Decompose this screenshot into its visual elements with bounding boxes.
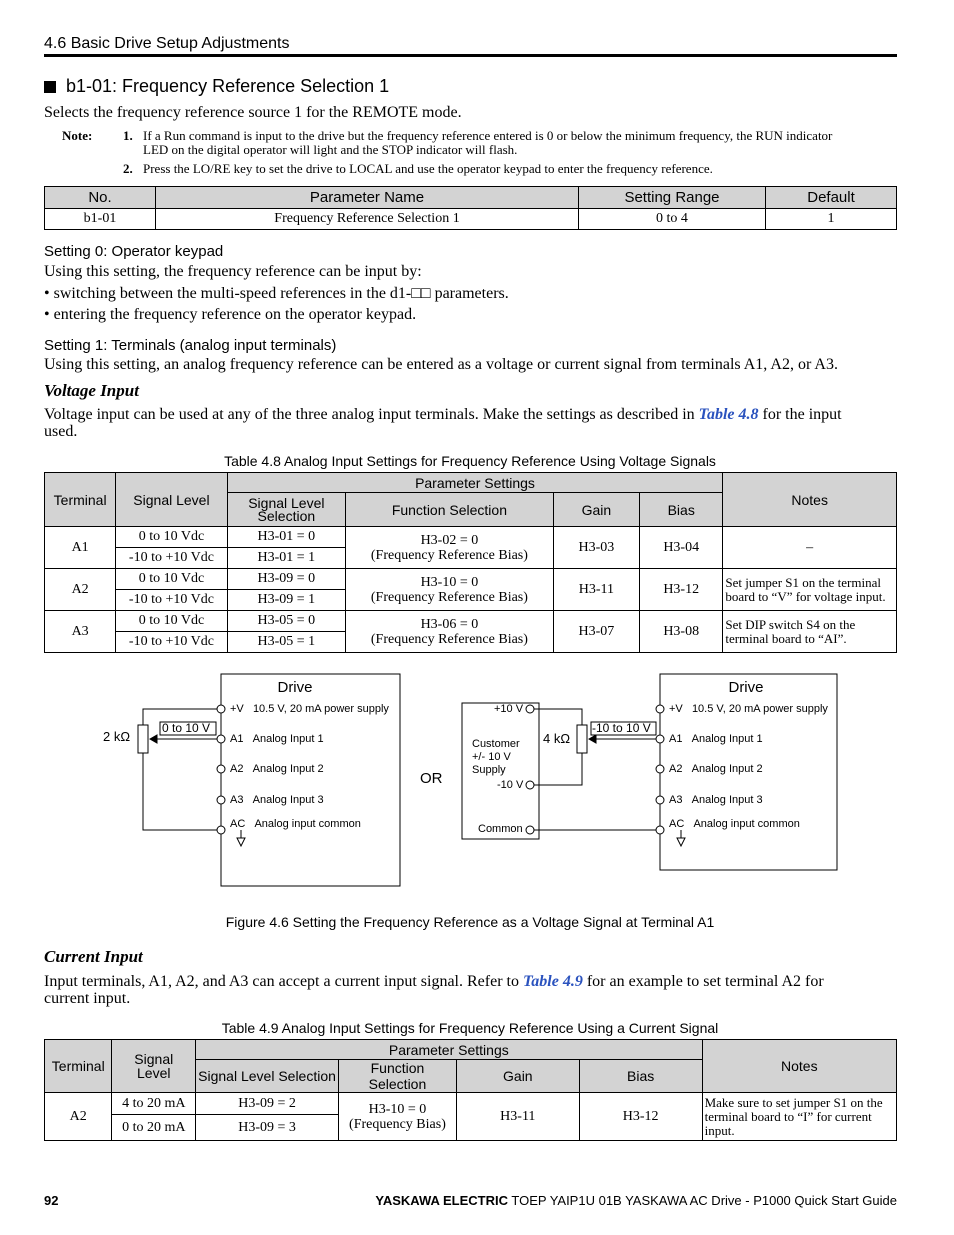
table-4-9-link[interactable]: Table 4.9 [522,973,583,990]
note-1-num: 1. [123,128,133,143]
supply-desc [472,738,520,777]
note-1-line1: If a Run command is input to the drive but the frequency reference entered is 0 or below the minimum frequency, the RUN indicator [143,128,833,143]
t48-h-func: Function Selection [346,493,554,527]
t48-signal: -10 to +10 Vdc [116,632,227,653]
left-term-a1 [217,735,225,743]
t49-h-terminal: Terminal [45,1040,112,1093]
right-term-v-label [669,703,828,715]
t49-signal: 0 to 20 mA [112,1115,196,1141]
t48-bias: H3-04 [640,527,723,569]
right-range-label: -10 to 10 V [592,721,651,735]
t48-bias: H3-12 [640,569,723,611]
supply-neg-label: -10 V [497,779,524,791]
note-2-line1: Press the LO/RE key to set the drive to LOCAL and use the operator keypad to enter the frequency reference. [143,161,713,176]
t48-h-params: Parameter Settings [227,473,723,493]
t48-h-signal: Signal Level [116,473,227,527]
table-4-8-link[interactable]: Table 4.8 [698,406,759,423]
term-id: A3 [230,794,244,806]
supply-common-label: Common [478,823,523,835]
t49-terminal: A2 [45,1093,112,1141]
t49-notes [702,1093,896,1141]
t48-signal: 0 to 10 Vdc [116,569,227,590]
t49-h-sls: Signal Level Selection [196,1060,339,1093]
current-text-pre: Input terminals, A1, A2, and A3 can accept a current input signal. Refer to [44,973,523,990]
left-term-ac [217,826,225,834]
b101-intro: Selects the frequency reference source 1 for the REMOTE mode. [44,104,462,121]
t48-gain: H3-11 [553,569,639,611]
term-id: +V [669,703,683,715]
t49-sls: H3-09 = 2 [196,1093,339,1115]
cell-no: b1-01 [45,209,156,230]
col-param-name: Parameter Name [156,187,579,209]
t48-h-terminal: Terminal [45,473,116,527]
term-id: A3 [669,794,683,806]
t49-func-l1: H3-10 = 0 [368,1101,427,1117]
t48-terminal: A1 [45,527,116,569]
t48-signal: -10 to +10 Vdc [116,548,227,569]
footer-doc [375,1193,897,1208]
t49-h-gain: Gain [456,1060,579,1093]
setting0-title: Setting 0: Operator keypad [44,243,224,260]
t48-sls: H3-01 = 0 [227,527,345,548]
t48-notes-l1: Set DIP switch S4 on the [725,616,856,632]
t49-h-signal-l1: Signal [134,1051,174,1067]
footer-doc-title: TOEP YAIP1U 01B YASKAWA AC Drive - P1000 Quick Start Guide [508,1193,897,1208]
t48-func-l2: (Frequency Reference Bias) [370,589,528,605]
t49-notes-l1: Make sure to set jumper S1 on the [704,1094,883,1110]
t49-h-params: Parameter Settings [196,1040,703,1060]
t48-func-l1: H3-06 = 0 [420,616,479,632]
left-term-ac-label [230,818,361,830]
term-id: AC [230,818,246,830]
t48-gain: H3-07 [553,611,639,653]
figure-4-6-caption: Figure 4.6 Setting the Frequency Reference as a Voltage Signal at Terminal A1 [225,914,715,930]
col-no: No. [45,187,156,209]
supply-l2: +/- 10 V [472,751,511,763]
t48-terminal: A3 [45,611,116,653]
t48-h-bias: Bias [640,493,723,527]
t49-h-signal-l2: Level [137,1065,171,1081]
left-term-a3-label [230,794,324,806]
left-term-a2 [217,765,225,773]
term-id: +V [230,703,244,715]
t48-func-l1: H3-02 = 0 [420,532,479,548]
cell-param-name: Frequency Reference Selection 1 [156,209,579,230]
t48-sls: H3-01 = 1 [227,548,345,569]
cell-setting-range: 0 to 4 [579,209,766,230]
t48-notes-l1: Set jumper S1 on the terminal [725,574,881,590]
term-desc: Analog Input 3 [252,794,324,806]
t49-h-bias: Bias [579,1060,702,1093]
t48-terminal: A2 [45,569,116,611]
t49-gain: H3-11 [456,1093,579,1141]
term-desc: Analog Input 2 [252,763,324,775]
t49-notes-l2: terminal board to “I” for current [704,1108,872,1124]
section-header: 4.6 Basic Drive Setup Adjustments [44,35,290,52]
note-1-line2: LED on the digital operator will light and the STOP indicator will flash. [143,142,518,157]
t48-notes-l2: terminal board to “AI”. [725,630,847,646]
t48-sls: H3-05 = 1 [227,632,345,653]
term-id: A2 [669,763,683,775]
cell-default: 1 [766,209,897,230]
setting0-bullet1: • switching between the multi-speed references in the d1-□□ parameters. [44,285,509,302]
left-resistor-label: 2 kΩ [103,729,131,744]
t48-func-l2: (Frequency Reference Bias) [370,547,528,563]
or-label: OR [420,770,443,787]
term-desc: Analog Input 2 [691,763,763,775]
left-resistor [138,725,148,753]
footer-brand: YASKAWA ELECTRIC [375,1193,509,1208]
b101-heading-text: b1-01: Frequency Reference Selection 1 [66,76,390,96]
right-term-a1-label [669,733,763,745]
t48-notes-l2: board to “V” for voltage input. [725,588,886,604]
t49-h-signal [112,1040,196,1093]
term-desc: Analog Input 1 [252,733,324,745]
term-desc: Analog input common [254,818,361,830]
col-default: Default [766,187,897,209]
t49-h-notes: Notes [702,1040,896,1093]
current-text-line2: current input. [44,990,131,1007]
current-text-post: for an example to set terminal A2 for [582,973,824,990]
term-desc: 10.5 V, 20 mA power supply [252,703,389,715]
t49-sls: H3-09 = 3 [196,1115,339,1141]
page-number: 92 [44,1193,59,1208]
left-term-a2-label [230,763,324,775]
t48-notes-l1: – [806,539,814,555]
left-range-label: 0 to 10 V [162,721,211,735]
t48-signal: 0 to 10 Vdc [116,527,227,548]
voltage-text-pre: Voltage input can be used at any of the three analog input terminals. Make the settings as described in [44,406,699,423]
note-label: Note: [62,128,93,143]
t49-bias: H3-12 [579,1093,702,1141]
t48-h-notes: Notes [723,473,897,527]
col-setting-range: Setting Range [579,187,766,209]
supply-pos-label: +10 V [494,703,524,715]
current-input-text [44,973,897,991]
term-id: A1 [230,733,244,745]
term-desc: Analog Input 3 [691,794,763,806]
voltage-text-post: for the input [758,406,842,423]
term-id: A2 [230,763,244,775]
t48-signal: -10 to +10 Vdc [116,590,227,611]
t48-sls: H3-09 = 0 [227,569,345,590]
setting1-title: Setting 1: Terminals (analog input terminals) [44,337,337,354]
term-id: AC [669,818,685,830]
t48-func-l1: H3-10 = 0 [420,574,479,590]
setting1-text: Using this setting, an analog frequency reference can be entered as a voltage or current signal from terminals A1, A2, or A3. [44,356,838,373]
left-term-a1-label [230,733,324,745]
t49-signal: 4 to 20 mA [112,1093,196,1115]
t48-sls: H3-09 = 1 [227,590,345,611]
right-resistor-label: 4 kΩ [543,731,571,746]
right-resistor [577,725,587,753]
t48-h-sls: Signal Level Selection [227,493,345,527]
t49-notes-l3: input. [704,1122,735,1138]
t48-signal: 0 to 10 Vdc [116,611,227,632]
left-term-v [217,705,225,713]
right-term-a3-label [669,794,763,806]
setting0-text: Using this setting, the frequency reference can be input by: [44,263,422,280]
table-4-9-caption: Table 4.9 Analog Input Settings for Frequency Reference Using a Current Signal [221,1020,719,1036]
right-term-ac-label [669,818,800,830]
left-term-a3 [217,796,225,804]
t49-h-func: Function Selection [339,1060,457,1093]
t48-h-gain: Gain [553,493,639,527]
voltage-text-line2: used. [44,423,78,440]
supply-l3: Supply [472,764,506,776]
right-drive-label: Drive [728,679,764,696]
table-4-9 [44,1039,897,1141]
t49-func-l2: (Frequency Bias) [349,1116,446,1132]
left-drive-label: Drive [277,679,313,696]
current-input-title: Current Input [44,947,143,966]
term-desc: 10.5 V, 20 mA power supply [691,703,828,715]
table-4-8-caption: Table 4.8 Analog Input Settings for Frequency Reference Using Voltage Signals [224,453,716,469]
left-term-v-label [230,703,389,715]
term-desc: Analog Input 1 [691,733,763,745]
supply-l1: Customer [472,738,520,750]
t48-gain: H3-03 [553,527,639,569]
note-2-num: 2. [123,161,133,176]
t48-func-l2: (Frequency Reference Bias) [370,631,528,647]
t48-sls: H3-05 = 0 [227,611,345,632]
right-term-a2-label [669,763,763,775]
setting0-bullet2: • entering the frequency reference on the operator keypad. [44,306,417,323]
t49-func [339,1093,457,1141]
t48-bias: H3-08 [640,611,723,653]
term-desc: Analog input common [693,818,800,830]
voltage-input-title: Voltage Input [44,381,139,400]
term-id: A1 [669,733,683,745]
